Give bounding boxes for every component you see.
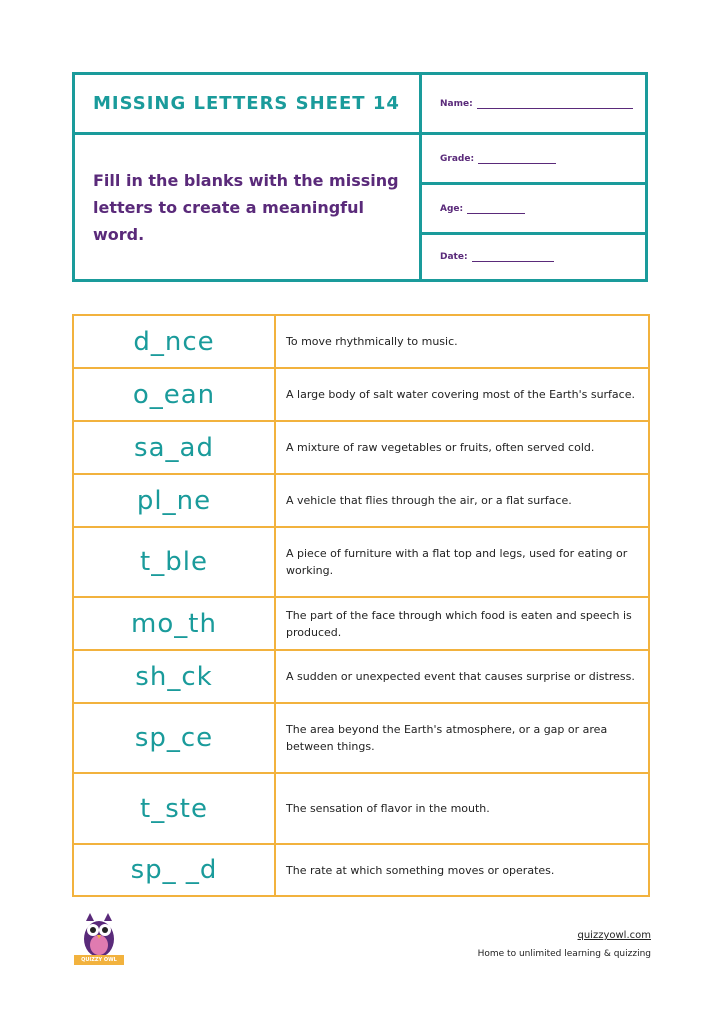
age-line[interactable] <box>467 204 525 214</box>
word-definition: A large body of salt water covering most of the Earth's surface. <box>275 368 649 421</box>
missing-letter-word: o_ean <box>73 368 275 421</box>
missing-letter-word: pl_ne <box>73 474 275 527</box>
word-definition: A piece of furniture with a flat top and legs, used for eating or working. <box>275 527 649 597</box>
table-row <box>73 844 649 896</box>
grade-line[interactable] <box>478 154 556 164</box>
missing-letter-word: sp_ce <box>73 703 275 773</box>
word-definition: A mixture of raw vegetables or fruits, often served cold. <box>275 421 649 474</box>
logo-label: QUIZZY OWL <box>74 955 124 965</box>
date-field[interactable] <box>422 235 645 279</box>
missing-letter-word: t_ste <box>73 773 275 844</box>
missing-letter-word: sh_ck <box>73 650 275 703</box>
word-definition: The area beyond the Earth's atmosphere, or a gap or area between things. <box>275 703 649 773</box>
missing-letter-word: sp_ _d <box>73 844 275 896</box>
table-row <box>73 527 649 597</box>
name-line[interactable] <box>477 99 633 109</box>
name-label: Name: <box>440 98 473 109</box>
age-label: Age: <box>440 203 464 214</box>
table-row <box>73 650 649 703</box>
age-field[interactable] <box>422 185 645 235</box>
missing-letter-word: t_ble <box>73 527 275 597</box>
word-definition: A vehicle that flies through the air, or a flat surface. <box>275 474 649 527</box>
worksheet-header <box>72 72 648 282</box>
word-definition: To move rhythmically to music. <box>275 315 649 368</box>
word-definition: The sensation of flavor in the mouth. <box>275 773 649 844</box>
table-row <box>73 474 649 527</box>
word-table <box>72 314 650 897</box>
missing-letter-word: mo_th <box>73 597 275 650</box>
word-definition: A sudden or unexpected event that causes surprise or distress. <box>275 650 649 703</box>
table-row <box>73 597 649 650</box>
grade-field[interactable] <box>422 135 645 185</box>
page-title: MISSING LETTERS SHEET 14 <box>75 75 422 135</box>
word-definition: The rate at which something moves or operates. <box>275 844 649 896</box>
table-row <box>73 368 649 421</box>
word-definition: The part of the face through which food is eaten and speech is produced. <box>275 597 649 650</box>
site-link[interactable]: quizzyowl.com <box>577 930 651 941</box>
tagline: Home to unlimited learning & quizzing <box>477 949 651 959</box>
table-row <box>73 315 649 368</box>
grade-label: Grade: <box>440 153 475 164</box>
table-row <box>73 703 649 773</box>
date-line[interactable] <box>472 252 554 262</box>
date-label: Date: <box>440 252 468 262</box>
table-row <box>73 421 649 474</box>
missing-letter-word: sa_ad <box>73 421 275 474</box>
missing-letter-word: d_nce <box>73 315 275 368</box>
instructions: Fill in the blanks with the missing letters to create a meaningful word. <box>75 135 422 279</box>
name-field[interactable] <box>422 75 645 135</box>
table-row <box>73 773 649 844</box>
